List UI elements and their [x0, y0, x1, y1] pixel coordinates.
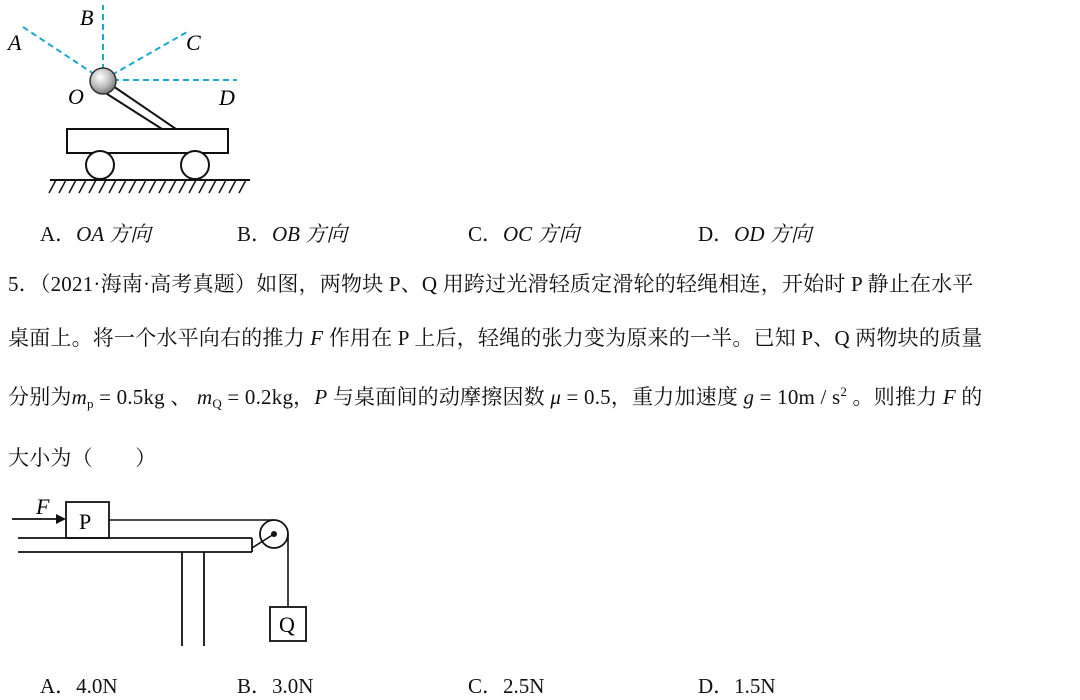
q5-comma: ，	[293, 385, 315, 409]
block-p-label: P	[79, 509, 92, 534]
figure-pulley-diagram	[0, 488, 330, 658]
q5-option-c-text: 2.5N	[503, 674, 545, 698]
q5-option-b[interactable]	[237, 670, 313, 700]
q5-force-symbol: F	[310, 326, 324, 350]
rod-line-lower	[104, 92, 162, 129]
ground-hatching	[49, 180, 246, 193]
q5-separator: 、	[164, 385, 197, 409]
q5-mu-value: = 0.5	[561, 385, 611, 409]
direction-line-oa	[20, 25, 103, 80]
q5-gravity-text: ，重力加速度	[610, 385, 744, 409]
q5-option-a-text: 4.0N	[76, 674, 118, 698]
label-o: O	[68, 84, 84, 109]
q5-mass-q-subscript: Q	[212, 396, 222, 411]
q5-option-d[interactable]	[698, 670, 776, 700]
q4-option-b[interactable]	[237, 218, 347, 248]
ball	[90, 68, 116, 94]
q5-tail-text-2: 的	[955, 385, 983, 409]
q5-line-3	[8, 381, 983, 412]
q5-line3-pre: 分别为	[8, 385, 72, 409]
q5-line2-a: 桌面上。将一个水平向右的推力	[8, 326, 311, 350]
q5-option-a-letter: A．	[40, 674, 77, 698]
q4-option-b-letter: B．	[237, 222, 273, 246]
q5-line2-b: 作用在 P 上后，轻绳的张力变为原来的一半。已知 P、Q 两物块的质量	[323, 326, 983, 350]
q5-p-symbol: P	[314, 385, 328, 409]
q4-option-d-text: OD 方向	[734, 222, 812, 246]
label-c: C	[186, 30, 201, 55]
q4-option-a-text: OA 方向	[76, 222, 152, 246]
block-q-label: Q	[279, 612, 295, 637]
force-label: F	[36, 494, 50, 519]
cart-wheel-left	[86, 151, 114, 179]
q5-tail-text: 。则推力	[847, 385, 943, 409]
q5-mass-p-subscript: p	[86, 396, 94, 411]
q5-line-2	[8, 322, 982, 352]
q4-option-b-text: OB 方向	[272, 222, 348, 246]
cart-wheel-right	[181, 151, 209, 179]
cart-body	[67, 129, 228, 153]
q5-option-c[interactable]	[468, 670, 544, 700]
q5-option-b-text: 3.0N	[272, 674, 314, 698]
q5-option-d-letter: D．	[698, 674, 735, 698]
q5-force-symbol-2: F	[942, 385, 956, 409]
q5-option-c-letter: C．	[468, 674, 504, 698]
force-arrow-head	[56, 514, 66, 524]
direction-line-oc	[103, 32, 187, 80]
q4-option-d[interactable]	[698, 218, 812, 248]
q4-option-c-text: OC 方向	[503, 222, 580, 246]
q5-mass-p-value: = 0.5kg	[93, 385, 165, 409]
q5-option-a[interactable]	[40, 670, 118, 700]
q5-mid-text: 与桌面间的动摩擦因数	[327, 385, 551, 409]
q4-option-a[interactable]	[40, 218, 151, 248]
q5-mass-p-symbol: m	[71, 385, 87, 409]
figure-cart-diagram	[0, 0, 270, 200]
q5-g-value: = 10m / s	[754, 385, 841, 409]
q5-line-1: 5．（2021·海南·高考真题）如图，两物块 P、Q 用跨过光滑轻质定滑轮的轻绳相连，开始时 P 静止在水平	[8, 272, 974, 296]
q4-option-c[interactable]	[468, 218, 579, 248]
q5-g-symbol: g	[743, 385, 755, 409]
q4-option-c-letter: C．	[468, 222, 504, 246]
q5-mass-q-symbol: m	[197, 385, 213, 409]
q5-mu-symbol: μ	[550, 385, 562, 409]
q4-option-d-letter: D．	[698, 222, 735, 246]
q5-line-4: 大小为（ ）	[8, 446, 157, 470]
label-b: B	[80, 5, 94, 30]
q5-option-d-text: 1.5N	[734, 674, 776, 698]
label-d: D	[219, 85, 235, 110]
rod-line-upper	[110, 84, 176, 129]
label-a: A	[8, 30, 22, 55]
q5-mass-q-value: = 0.2kg	[221, 385, 294, 409]
q4-option-a-letter: A．	[40, 222, 77, 246]
q5-g-superscript: 2	[840, 384, 848, 399]
q5-option-b-letter: B．	[237, 674, 273, 698]
